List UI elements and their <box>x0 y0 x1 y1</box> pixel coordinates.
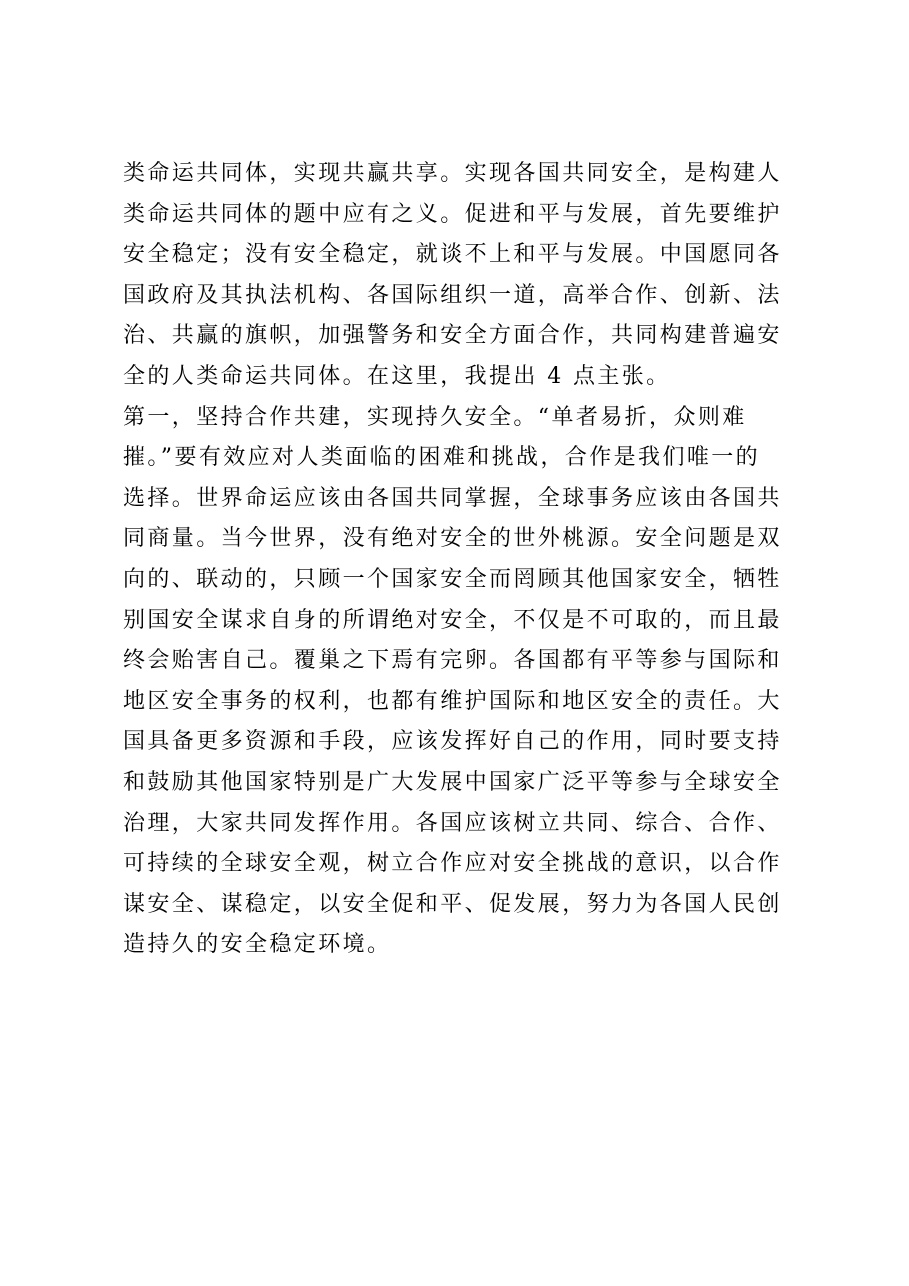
text-line: 可持续的全球安全观，树立合作应对安全挑战的意识，以合作 <box>123 851 782 877</box>
text-line: 和鼓励其他国家特别是广大发展中国家广泛平等参与全球安全 <box>123 769 782 795</box>
text-line: 别国安全谋求自身的所谓绝对安全，不仅是不可取的，而且最 <box>123 607 782 633</box>
text-line: 地区安全事务的权利，也都有维护国际和地区安全的责任。大 <box>123 688 782 714</box>
text-line: 第一，坚持合作共建，实现持久安全。“单者易折，众则难 <box>123 404 747 430</box>
paragraph <box>123 398 803 966</box>
text-line: 治理，大家共同发挥作用。各国应该树立共同、综合、合作、 <box>123 810 782 836</box>
text-line: 选择。世界命运应该由各国共同掌握，全球事务应该由各国共 <box>123 485 782 511</box>
text-line: 类命运共同体的题中应有之义。促进和平与发展，首先要维护 <box>123 201 782 227</box>
text-line: 国政府及其执法机构、各国际组织一道，高举合作、创新、法 <box>123 282 782 308</box>
text-line: 类命运共同体，实现共赢共享。实现各国共同安全，是构建人 <box>123 161 782 186</box>
text-line: 同商量。当今世界，没有绝对安全的世外桃源。安全问题是双 <box>123 526 782 552</box>
text-line: 造持久的安全稳定环境。 <box>123 932 392 958</box>
text-line: 全的人类命运共同体。在这里，我提出 4 点主张。 <box>123 363 671 389</box>
text-line: 谋安全、谋稳定，以安全促和平、促发展，努力为各国人民创 <box>123 891 782 917</box>
text-line: 安全稳定；没有安全稳定，就谈不上和平与发展。中国愿同各 <box>123 242 782 268</box>
text-line: 国具备更多资源和手段，应该发挥好自己的作用，同时要支持 <box>123 729 782 755</box>
document-body <box>123 154 803 966</box>
paragraph <box>123 154 803 398</box>
text-line: 治、共赢的旗帜，加强警务和安全方面合作，共同构建普遍安 <box>123 323 782 349</box>
text-line: 终会贻害自己。覆巢之下焉有完卵。各国都有平等参与国际和 <box>123 648 782 674</box>
text-line: 向的、联动的，只顾一个国家安全而罔顾其他国家安全，牺牲 <box>123 566 782 592</box>
text-line: 摧。”要有效应对人类面临的困难和挑战，合作是我们唯一的 <box>123 445 761 471</box>
